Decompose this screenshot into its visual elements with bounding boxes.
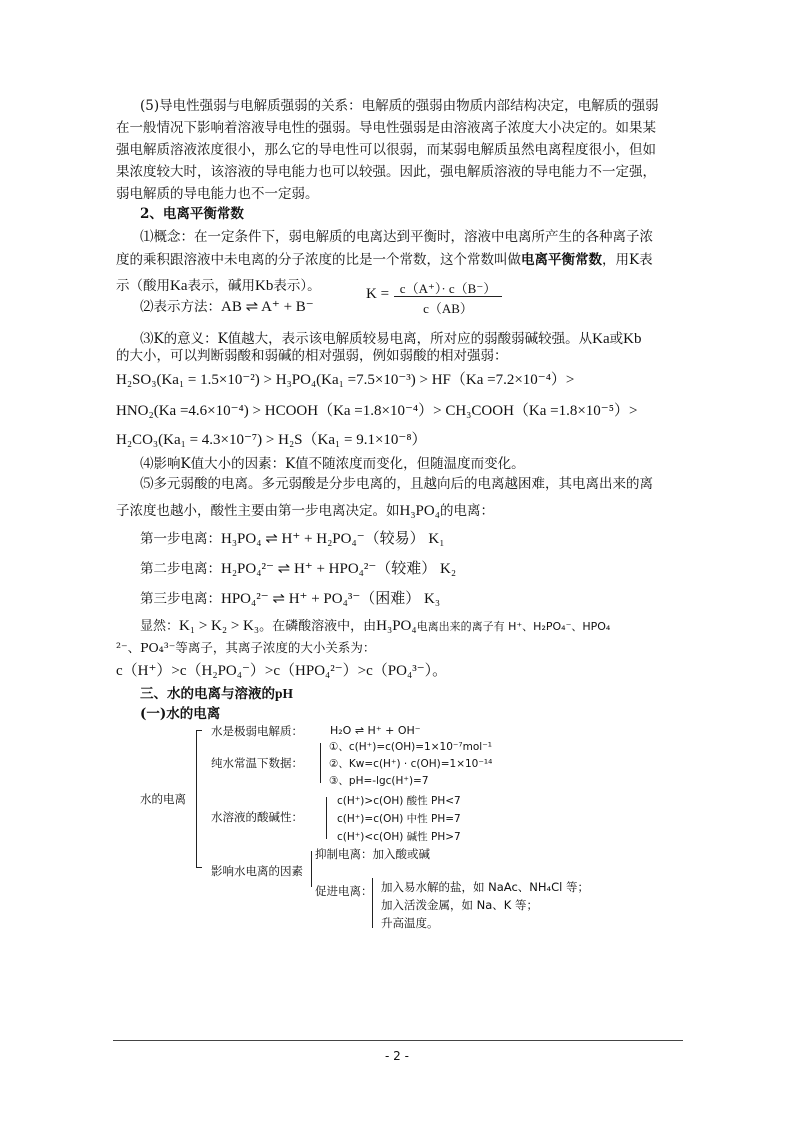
acid-strength-row2: HNO₂(Ka =4.6×10⁻⁴) > HCOOH（Ka =1.8×10⁻⁴）> CH₃COOH（Ka =1.8×10⁻⁵）> bbox=[116, 403, 638, 419]
concept-line2 bbox=[116, 249, 653, 271]
step2-equation: H₂PO₄²⁻ ⇌ H⁺ + HPO₄²⁻（较难） K₂ bbox=[221, 561, 457, 577]
h3po4-formula-2: H₃PO₄ bbox=[376, 618, 417, 634]
obvious-label: 显然： bbox=[140, 619, 180, 634]
concept-ka-pre: 示（酸用 bbox=[116, 278, 170, 294]
diagram-root-label: 水的电离 bbox=[140, 792, 186, 806]
kb-symbol: Kb bbox=[255, 278, 274, 294]
k-numerator: c（A⁺）· c（B⁻） bbox=[399, 281, 497, 296]
para5-line2: 在一般情况下影响着溶液导电性的强弱。导电性强弱是由溶液离子浓度大小决定的。如果某 bbox=[116, 120, 656, 136]
branch-acidity: 水溶液的酸碱性： bbox=[211, 810, 303, 824]
data-item-kw: ②、Kw=c(H⁺) · c(OH)=1×10⁻¹⁴ bbox=[329, 758, 493, 770]
step3-label: 第三步电离： bbox=[140, 591, 221, 607]
inhibit-ionization: 抑制电离：加入酸或碱 bbox=[315, 847, 430, 861]
branch-weak-electrolyte: 水是极弱电解质： bbox=[211, 724, 303, 738]
subsection-water-ionization: (一)水的电离 bbox=[140, 706, 221, 722]
concept-end: 表示）。 bbox=[273, 278, 321, 294]
ion-list-line2: ²⁻、PO₄³⁻等离子，其离子浓度的大小关系为： bbox=[116, 640, 376, 655]
data-item-ph: ③、pH=-lgc(H⁺)=7 bbox=[329, 775, 429, 787]
k-equals: K = bbox=[366, 286, 390, 302]
step2 bbox=[140, 558, 456, 580]
or-text: 或 bbox=[609, 331, 624, 347]
concept-text-end: ，用K表 bbox=[602, 252, 653, 268]
ka-symbol: Ka bbox=[170, 278, 188, 294]
obvious-line bbox=[140, 615, 610, 638]
data-brace bbox=[320, 743, 321, 783]
polyprotic-line1: ⑸多元弱酸的电离。多元弱酸是分步电离的，且越向后的电离越困难，其电离出来的离 bbox=[140, 476, 653, 492]
k-order: K₁ > K₂ > K₃ bbox=[179, 618, 260, 634]
promote-ionization-label: 促进电离： bbox=[315, 884, 373, 898]
conc-expression: c（H⁺）>c（H₂PO₄⁻）>c（HPO₄²⁻）>c（PO₄³⁻） bbox=[116, 663, 433, 679]
concept-kb-pre: 表示，碱用 bbox=[187, 278, 255, 294]
step1-equation: H₃PO₄ ⇌ H⁺ + H₂PO₄⁻（较易） K₁ bbox=[221, 531, 445, 547]
promote-temperature: 升高温度。 bbox=[381, 916, 439, 930]
main-brace-bottom bbox=[196, 867, 202, 868]
fraction-bar bbox=[394, 296, 502, 297]
footer-rule bbox=[113, 1040, 683, 1041]
acid-strength-row1: H₂SO₃(Ka₁ = 1.5×10⁻²) > H₃PO₄(Ka₁ =7.5×10⁻³) > HF（Ka =7.2×10⁻⁴）> bbox=[116, 372, 575, 388]
term-ionization-constant: 电离平衡常数 bbox=[521, 252, 602, 268]
step3-equation: HPO₄²⁻ ⇌ H⁺ + PO₄³⁻（困难） K₃ bbox=[221, 591, 441, 607]
kb-symbol-2: Kb bbox=[623, 331, 642, 347]
acidity-basic: c(H⁺)<c(OH) 碱性 PH>7 bbox=[337, 831, 461, 843]
h3po4-formula: H₃PO₄ bbox=[399, 503, 440, 519]
step1-label: 第一步电离： bbox=[140, 531, 221, 547]
ka-symbol-2: Ka bbox=[592, 331, 610, 347]
promote-salt: 加入易水解的盐，如 NaAc、NH₄Cl 等； bbox=[381, 880, 590, 894]
promote-brace bbox=[372, 878, 373, 928]
concept-text: 度的乘积跟溶液中未电离的分子浓度的比是一个常数，这个常数叫做 bbox=[116, 252, 521, 268]
promote-metal: 加入活泼金属，如 Na、K 等； bbox=[381, 898, 539, 912]
k-meaning-line2: 的大小，可以判断弱酸和弱碱的相对强弱，例如弱酸的相对强弱： bbox=[116, 348, 508, 364]
water-equation: H₂O ⇌ H⁺ + OH⁻ bbox=[330, 724, 421, 737]
polyprotic-line2 bbox=[116, 500, 494, 522]
ph-label: pH bbox=[275, 686, 294, 701]
step3 bbox=[140, 588, 440, 610]
k-factors: ⑷影响K值大小的因素：K值不随浓度而变化，但随温度而变化。 bbox=[140, 456, 525, 472]
k-denominator: c（AB） bbox=[423, 301, 473, 316]
concentration-order bbox=[116, 660, 447, 682]
main-brace bbox=[196, 730, 197, 868]
k-meaning-text: ⑶K的意义：K值越大，表示该电解质较易电离，所对应的弱酸弱碱较强。从 bbox=[140, 331, 593, 347]
section3-heading bbox=[140, 683, 293, 705]
acidity-neutral: c(H⁺)=c(OH) 中性 PH=7 bbox=[337, 813, 461, 825]
para5-line4: 果浓度较大时，该溶液的导电能力也可以较强。因此，强电解质溶液的导电能力不一定强， bbox=[116, 164, 656, 180]
para5-line5: 弱电解质的导电能力也不一定弱。 bbox=[116, 186, 319, 202]
acid-strength-row3: H₂CO₃(Ka₁ = 4.3×10⁻⁷) > H₂S（Ka₁ = 9.1×10⁻⁸） bbox=[116, 432, 427, 448]
conc-end: 。 bbox=[432, 663, 448, 679]
acidity-brace bbox=[326, 797, 327, 839]
section3-title: 三、水的电离与溶液的 bbox=[140, 686, 275, 702]
expression-label: ⑵表示方法： bbox=[140, 299, 221, 315]
concept-line1: ⑴概念：在一定条件下，弱电解质的电离达到平衡时，溶液中电离所产生的各种离子浓 bbox=[140, 229, 653, 245]
expression-line bbox=[140, 296, 314, 318]
para5-line1: (5)导电性强弱与电解质强弱的关系：电解质的强弱由物质内部结构决定，电解质的强弱 bbox=[140, 98, 659, 114]
acidity-acidic: c(H⁺)>c(OH) 酸性 PH<7 bbox=[337, 795, 461, 807]
concept-line3 bbox=[116, 275, 321, 297]
data-item-concentration: ①、c(H⁺)=c(OH)=1×10⁻⁷mol⁻¹ bbox=[329, 741, 492, 753]
para5-line3: 强电解质溶液浓度很小，那么它的导电性可以很弱，而某弱电解质虽然电离程度很小，但如 bbox=[116, 142, 656, 158]
page-number: - 2 - bbox=[385, 1049, 409, 1063]
section2-heading: 2、电离平衡常数 bbox=[140, 206, 244, 222]
obvious-mid: 。在磷酸溶液中，由 bbox=[259, 619, 377, 634]
branch-pure-water-data: 纯水常温下数据： bbox=[211, 756, 303, 770]
polyprotic-text: 子浓度也越小，酸性主要由第一步电离决定。如 bbox=[116, 503, 400, 519]
polyprotic-text-end: 的电离： bbox=[439, 503, 494, 519]
branch-influence-factors: 影响水电离的因素 bbox=[211, 864, 303, 878]
ion-list: 电离出来的离子有 H⁺、H₂PO₄⁻、HPO₄ bbox=[416, 620, 611, 633]
influence-brace bbox=[311, 851, 312, 887]
dissociation-equation: AB ⇌ A⁺ + B⁻ bbox=[221, 299, 314, 315]
main-brace-top bbox=[196, 730, 202, 731]
step2-label: 第二步电离： bbox=[140, 561, 221, 577]
step1 bbox=[140, 528, 444, 550]
